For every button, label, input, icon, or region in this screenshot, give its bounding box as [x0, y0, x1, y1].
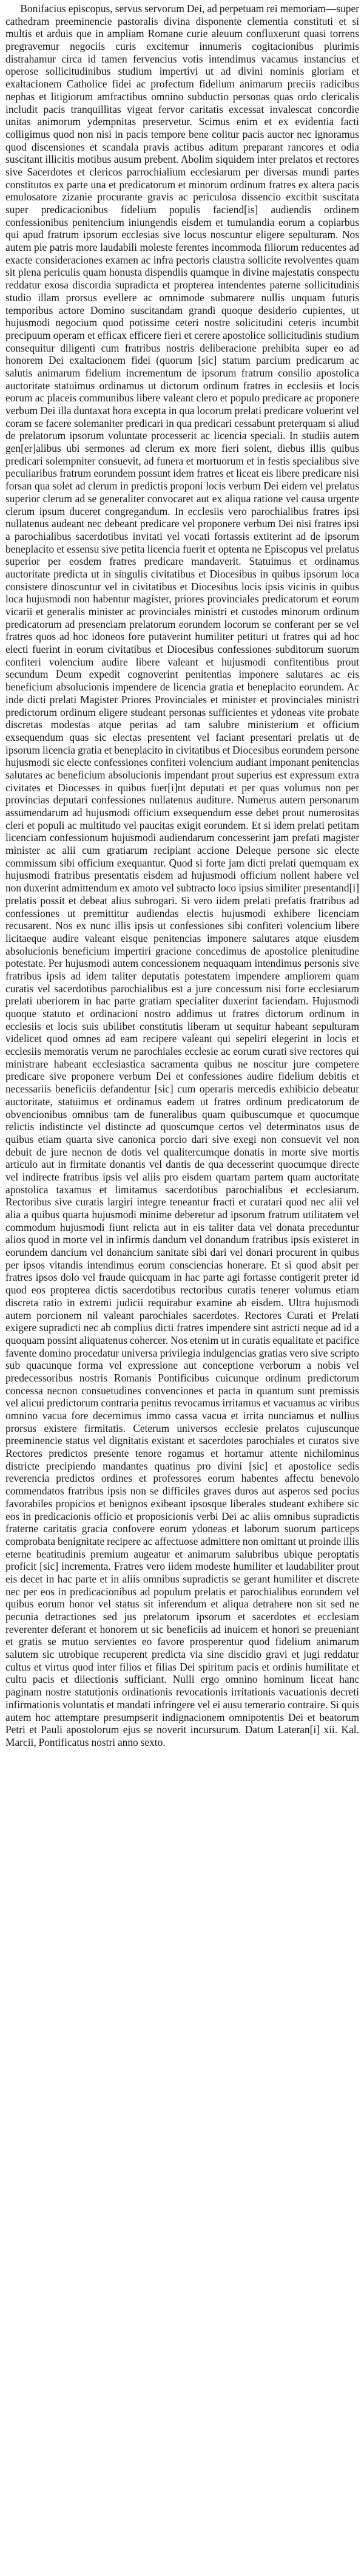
bull-text: Bonifacius episcopus, servus servorum Dei, ad perpetuam rei memoriam—super cathedram preeminencie pastoralis divina disponente clementia constituti et si multis et arduis que in ampliam Romane curie aleuum confluxerunt quasi torrens pregravemur negociis curis excitemur innumeris cogitacionibus plurimis distrahamur circa id tamen fervencius votis intendimus vacamus instancius et operose sollicitudinibus studium impertivi ut ad divini nominis gloriam et exaltacionem Catholice fidei ac profectum fidelium animarum preciis radicibus nephas et litigiorum amfractibus omnino subductio personas quas ordo clericalis includit pacis tranquillitas vigeat fervor caritatis excessat invalescat concordie unitas animorum ydempnitas preservetur. Scimus enim et ex evidentia facti colligimus quod non nisi in pacis tempore bene colitur pacis auctor nec ignoramus quod discensiones et scandala pravis actibus aditum preparant rancores et odia suscitant illicitis motibus ausum prebent. Abolim siquidem inter prelatos et rectores sive Sacerdotes et clericos parrochialium ecclesiarum per diversas mundi partes constitutos ex parte una et predicatorum et minorum ordinum fratres ex altera pacis emulosatore zizanie procurante gravis ac periculosa dissencio excitbit suscitata super predicacionibus fidelium populis faciend[is] audiendis ordinem confessionibus penitencium iniungendis eisdem et tumulandia eorum a copiarbus qui apud fratrum ipsorum ecclesias sive locus noscuntur eligere sepulturam. Nos autem pie patris more laudabili moleste ferentes incommoda filiorum reducentes ad exacte consideraciones examen ac infra pectoris claustra sollicite revolventes quam sit plena periculis quam honusta dispendiis quamque in divine majestatis conspectu reddatur exosa discordia supradicta et propterea intendentes paterne sollicitudinis studio illam prorsus evellere ac omnimode submarere nullis unquam futuris temporibus actore Domino suscitandam grandi quoque desiderio cupientes, ut hujusmodi negocium quod potissime ceteri nostre solicitudini ceteris incumbit precipuum operam et efficax efficere fieri et cerere apostolice sollicitudinis studium consequitur diligenti cum fratribus nostris deliberacione prehibita super eo ad honorem Dei exaltacionem fidei (quorum [sic] statum parcium predicarum ac salutis animarum fidelium incrementum de ipsorum fratrum consilio apostolica auctoritate statuimus ordinamus ut dictorum ordinum fratres in ecclesiis et locis eorum ac placeis communibus libere valeant clero et populo predicare ac proponere verbum Dei illa duntaxat hora excepta in qua locorum prelati predicare voluerint vel coram se facere solemaniter predicari in qua predicari cessabunt preterquam si aliud de prelatorum ipsorum voluntate processerit ac licencia speciali. In studiis autem gen[er]alibus ubi sermones ad clerum ex more fieri solent, diebus illis quibus predicari solempniter consuevit, ad funera et mortuorum et in festis specialibus sive peculiaribus fratrum eorundem possunt idem fratres et liceat eis libere predicare nisi forsan qua solet ad clerum in predictis proponi locis verbum Dei eidem vel prelatus superior clerum ad se generaliter convocaret aut ex aliqua ratione vel causa urgente clerum ipsum duceret congregandum. In ecclesiis vero parochialibus fratres ipsi nullatenus audeant nec debeant predicare vel proponere verbum Dei nisi fratres ipsi a parochialibus sacerdotibus invitati vel vocati fortassis extiterint ad de ipsorum beneplacito et essensu sive petita licencia fuerit et optenta ne Episcopus vel prelatus superior per eosdem fratres predicare mandaverit. Statuimus et ordinamus auctoritate predicta ut in singulis civitatibus et Diocesibus in quibus ipsorum loca consistere dinoscuntur vel in civitatibus et Diocesibus locis ipsis vicinis in quibus loca hujusmodi non habentur magister, priores provinciales predicatorum et eorum vicarii et generalis minister ac provinciales ministri et custodes minorum ordinum predicatorum ad presenciam prelatorum eorundem locorum se conferant per se vel fratres quos ad hoc idoneos fore putaverint humiliter petituri ut fratres qui ad hoc electi fuerint in eorum civitatibus et Diocesibus confessiones subditorum suorum confiteri volencium audire libere valeant et hujusmodi confitentibus prout secundum Deum expedit cognoverint penitentias imponere salutares ac eis beneficium absolucionis impendere de licencia gratia et beneplacito eorundem. Ac inde dicti prelati Magister Priores Provinciales et minister et provinciales ministri predictorum ordinum eligere studeant personas sufficientes et ydoneas vite probate discretas modestas atque peritas ad tam salubre ministerium et officium exsequendum quas sic electas presentent vel faciant presentari prelatis ut de ipsorum licencia gratia et beneplacito in civitatibus et Diocesibus eorundem persone hujusmodi sic electe confessiones confiteri volencium audiant imponant penitencias salutares ac beneficium absolucionis impendant prout superius est expressum extra civitates et Diocesses in quibus fuer[i]nt deputati et per quas volumus non per provincias deputari confessiones nullatenus auditure. Numerus autem personarum assumendarum ad hujusmodi officium exsequendum esse debet prout numerositas cleri et populi ac multitudo vel paucitas exigit eorundem. Et si idem prelati petitam licenciam confessionum hujusmodi audiendarum concesserint jam prefati magister minister ac alii cum gratiarum recipiant accione Deleque persone sic electe commissum sibi officium exequantur. Quod si forte jam dicti prelati quemquam ex hujusmodi fratribus presentatis eisdem ad hujusmodi officium nollent habere vel non duxerint admittendum ex amoto vel subtracto loco ipsius similiter presentand[i] prelatis possit et debeat alius subrogari. Si vero iidem prelati prefatis fratribus ad confessiones ut premittitur audiendas electis hujusmodi exhibere licenciam recusarent. Nos ex nunc illis ipsis ut confessiones sibi confiteri volencium libere licitaeque audire valeant eisque penitencias imponere salutares atque eiusdem absolucionis beneficium impertiri gracione concedimus de apostolice plenitudine potestate. Per hujusmodi autem concessionem nequaquam intendimus personis sive fratribus ipsis ad idem taliter deputatis potestatem impendere ampliorem quam curatis vel sacerdotibus parochialibus est a jure concessum nisi forte ecclesiarum prelati uberiorem in hac parte gratiam specialiter duxerint faciendam. Hujusmodi quoque statuto et ordinacioni nostro addimus ut fratres dictorum ordinum in ecclesiis et locis suis ubilibet constitutis liberam ut sequitur habeant sepulturam videlicet quod omnes ad eam recipere valeant qui sepeliri elegerint in locis et ecclesiis memoratis verum ne parochiales ecclesie ac eorum curati sive rectores qui ministrare habeant ecclesiastica sacramenta quibus ne noscitur jure competere predicare sive proponere verbum Dei et confessiones audire fidelium debitis et necessariis beneficiis defandentur [sic] cum operaris mercedis exhibicio debeatur auctoritate, statuimus et ordinamus eadem ut fratres ordinum predicatorum de obvencionibus omnibus tam de funeralibus quam quibuscumque et quocumque relictis indistincte vel distincte ad quoscumque certos vel determinatos usus de quibus etiam quarta sive canonica porcio dari sive exegi non consuevit vel non debuit de jure necnon de dotis vel qualitercumque donatis in morte sive mortis articulo aut in firmitate donantis vel dantis de qua decesserint quocumque directe vel indirecte fratribus ipsis vel aliis pro eisdem quartam partem quam auctoritate apostolica taxamus et limitamus sacerdotibus parochialibus et ecclesiarum. Rectoribus sive curatis largiri integre teneantur fracti et curatari quod nec alii vel alia a quibus quarta hujusmodi minime deberetur ad ipsorum fratrum utilitatem vel commodum hujusmodi fiunt relicta aut in eis taliter data vel donata preceduntur alios quod in morte vel in infirmis dandum vel donandum fratribus ipsis existeret in eorundem dancium vel donancium sanitate sibi dari vel donari procurent in quibus per ipsos vitandis intendimus eorum consciencias honerare. Et si quod absit per fratres ipsos dolo vel fraude quicquam in hac parte agi fortasse contigerit preter id quod eos propterea dictis sacerdotibus rectoribus curatis tenerer volumus etiam discreta ratio in extremi judicii requirabur examine ab eisdem. Ultra hujusmodi autem porcionem nil valeant parochiales sacerdotes. Rectores Curati et Prelati exigere supradicti nec ab complius dicti fratres impendere sint astricti neque ad id a quoquam possint aliquatenus cohercer. Nos etenim ut in curatis equalitate et pacifice favente domino procedatur universa privilegia indulgencias gratias vero sive scripto sub quacunque forma vel expressione aut conceptione verborum a nobis vel predecessoribus nostris Romanis Pontificibus cuicunque ordinum predictorum concessa necnon consuetudines convenciones et pacta in quantum sunt premissis vel alicui predictorum contraria penitus revocamus irritamus et vacuamus ac viribus omnino vacua fore decernimus immo cassa vacua et irrita nunciamus et nullius prorsus existere firmitatis. Ceterum universos ecclesie prelatos cujuscunque preeminencie status vel dignitatis existant et sacerdotes parochiales et curatos sive Rectores predictos presente tenore rogamus et hortamur attente nichilominus districte precipiendo mandantes quatinus pro divini [sic] et apostolice sedis reverencia predictos ordines et professores eorum habentes affectu benevolo commendatos fratribus ipsis non se difficiles graves duros aut asperos sed pocius favorabiles propicios et benignos exibeant ipsosque liberales studeant exhibere sic eos in predicacionis officio et proposicionis verbi Dei ac aliis omnibus supradictis fraterne caritatis gracia confovere eorum ydoneas et laborum suorum particeps comprobata benignitate recipere ac affectuose admittere non omittant ut proinde illis eterne beatitudinis premium augeatur et animarum salubribus ubique peroptatis proficit [sic] incrementa. Fratres vero iidem modeste humiliter et laudabiliter prout eis decet in hac parte et in aliis omnibus supradictis se gerant humiliter et discrete nec per eos in predicacionibus ad populum prelatis et parochialibus eorundem vel quibus eorum honor vel status sit inferendum et aliqua detrahere non sit sed ne pecunia detractiones sed jus prelatorum ipsorum et sacerdotes et ecclesiam reverenter deferant et honorem ut sic beneficiis ad inuicem et honori se preueniant et gratis se mutuo servientes eo favore prosperentur quod fidelium animarum salutem sic utrobique recuperent predicta via sine discidio gravi et jugi reddatur cultus et virtus quod inter filios et filias Dei spiritum pacis et ordinis humilitate et cultu pacis et dilectionis sufficiant. Nulli ergo omnino hominum liceat hanc paginam nostre statutionis ordinationis revocationis irritationis vacuationis decreti infirmationis voluntatis et mandati infringere vel ei ausu temerario contraire. Si quis autem hoc attemptare presumpserit indignacionem omnipotentis Dei et beatorum Petri et Pauli apostolorum ejus se noverit incursurum. Datum Lateran[i] xii. Kal. Marcii, Pontificatus nostri anno sexto. — [5, 2, 359, 1748]
